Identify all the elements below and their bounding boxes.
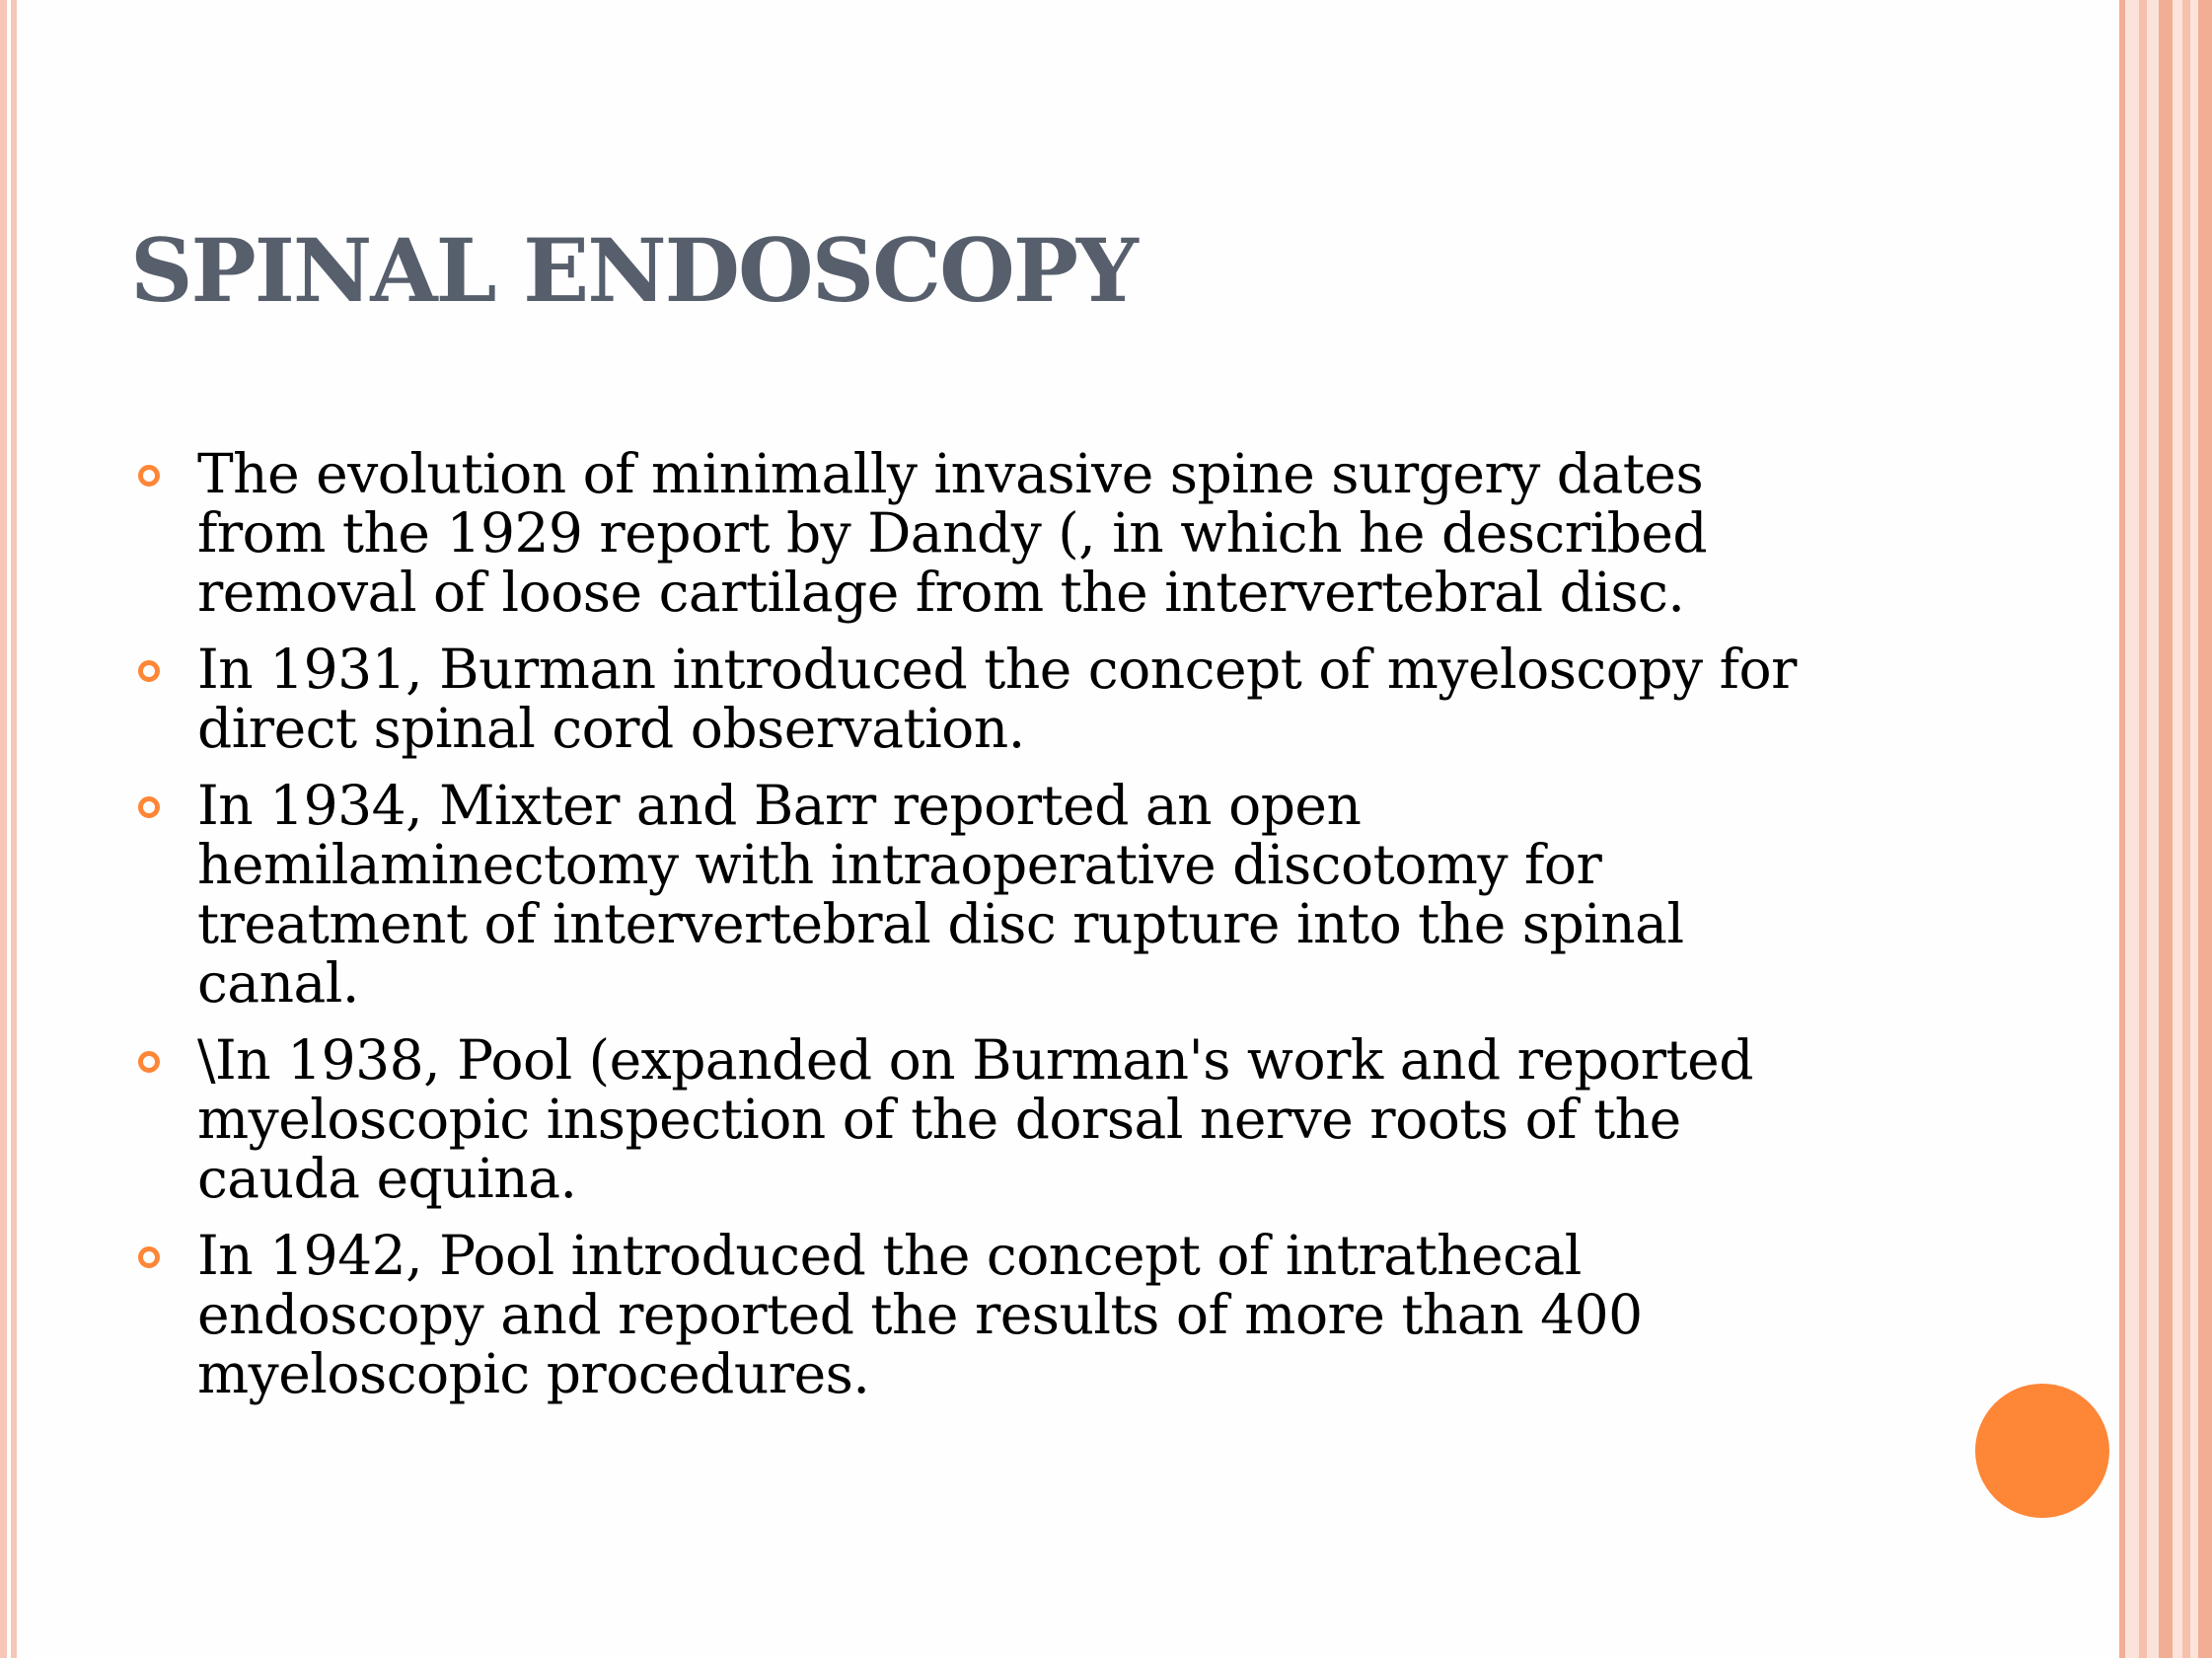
left-stripe — [0, 0, 7, 1658]
bullet-text-line: In 1942, Pool introduced the concept of intrathecal — [197, 1224, 1582, 1287]
bullet-text-line: direct spinal cord observation. — [197, 697, 1025, 760]
bullet-item — [138, 640, 2013, 758]
bullet-text-line: cauda equina. — [197, 1147, 577, 1210]
bullet-text-line: hemilaminectomy with intraoperative discotomy for — [197, 833, 1602, 896]
right-stripe — [2198, 0, 2212, 1658]
bullet-text-line: The evolution of minimally invasive spine surgery dates — [197, 442, 1704, 505]
left-stripe — [11, 0, 17, 1658]
slide-title: SPINAL ENDOSCOPY — [130, 219, 1137, 322]
bullet-text-line: In 1931, Burman introduced the concept of myeloscopy for — [197, 638, 1797, 701]
bullet-item — [138, 1030, 2013, 1208]
right-stripe — [2182, 0, 2190, 1658]
bullet-ring-icon — [138, 465, 160, 487]
bullet-item — [138, 1226, 2013, 1403]
bullet-ring-icon — [138, 1246, 160, 1268]
right-stripe — [2119, 0, 2125, 1658]
bullet-ring-icon — [138, 1051, 160, 1073]
bullet-item — [138, 776, 2013, 1013]
bullet-ring-icon — [138, 660, 160, 682]
bullet-text-line: from the 1929 report by Dandy (, in which he described — [197, 501, 1708, 565]
bullet-text-line: myeloscopic inspection of the dorsal nerve roots of the — [197, 1088, 1681, 1151]
bullet-item — [138, 444, 2013, 622]
right-stripe — [2139, 0, 2147, 1658]
bullet-text-line: treatment of intervertebral disc rupture into the spinal — [197, 892, 1684, 955]
bullet-text-line: In 1934, Mixter and Barr reported an open — [197, 774, 1362, 837]
bullet-text-line: removal of loose cartilage from the intervertebral disc. — [197, 561, 1685, 624]
bullet-text-line: endoscopy and reported the results of more than 400 — [197, 1283, 1643, 1346]
right-stripe — [2159, 0, 2173, 1658]
bullet-ring-icon — [138, 796, 160, 818]
bullet-text-line: \In 1938, Pool (expanded on Burman's work and reported — [197, 1028, 1753, 1092]
bullet-text-line: canal. — [197, 951, 359, 1015]
bullet-text-line: myeloscopic procedures. — [197, 1342, 870, 1405]
bullet-list — [138, 444, 2013, 1421]
